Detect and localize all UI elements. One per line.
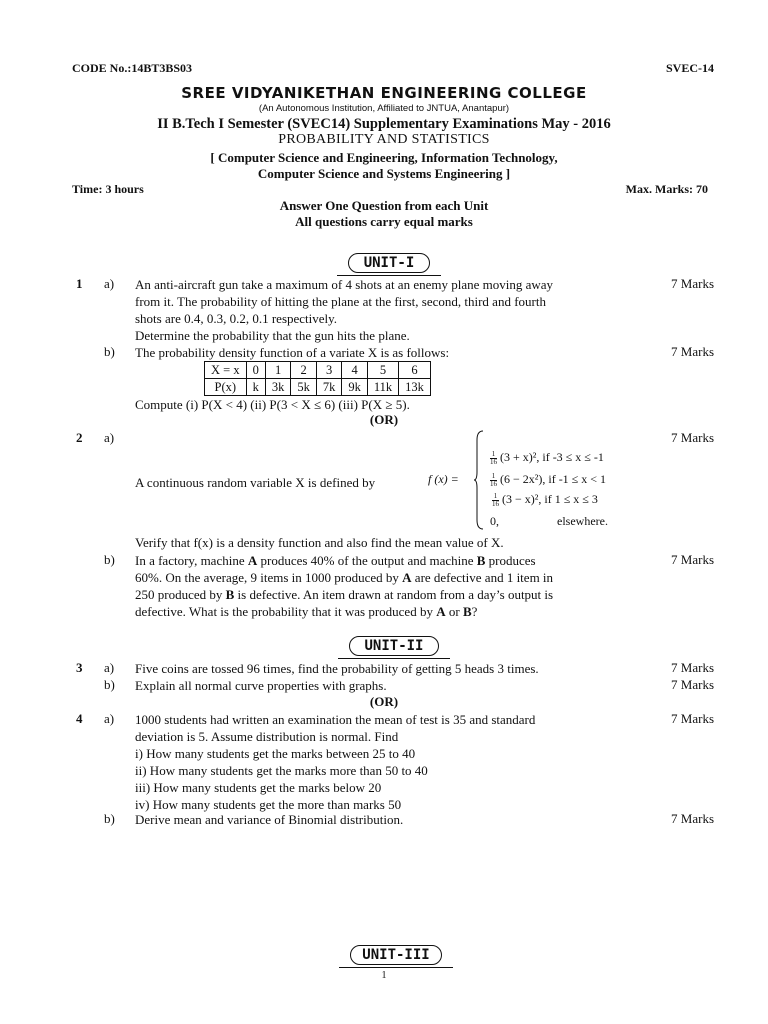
table-cell: X = x — [205, 362, 247, 379]
question-1a-marks: 7 Marks — [671, 276, 714, 291]
question-4a-part: a) — [104, 711, 115, 726]
or-separator-2: (OR) — [369, 694, 399, 709]
question-4b-part: b) — [104, 811, 115, 826]
table-row — [205, 379, 431, 396]
question-3a-text: Five coins are tossed 96 times, find the probability of getting 5 heads 3 times. — [135, 661, 539, 676]
question-number-3: 3 — [76, 660, 83, 675]
exam-time: Time: 3 hours — [72, 182, 144, 196]
table-cell: 3k — [265, 379, 291, 396]
question-number-4: 4 — [76, 711, 83, 726]
or-separator-1: (OR) — [369, 412, 399, 427]
table-cell: k — [246, 379, 265, 396]
table-cell: 9k — [342, 379, 368, 396]
left-brace-icon — [474, 430, 484, 530]
question-2b-part: b) — [104, 552, 115, 567]
table-cell: 1 — [265, 362, 291, 379]
table-row — [205, 362, 431, 379]
unit-3-heading: UNIT-III — [350, 945, 442, 965]
function-label: f (x) = — [428, 472, 459, 486]
question-4b-marks: 7 Marks — [671, 811, 714, 826]
regulation-code: SVEC-14 — [665, 61, 714, 75]
instruction-2: All questions carry equal marks — [295, 214, 473, 229]
question-1a-text: An anti-aircraft gun take a maximum of 4 shots at an enemy plane moving away from it. The probability of hitting the plane at the first, second, third and fourth shots are 0.4, 0.3, 0.2, 0.1 respectively. Determine the probability that the gun hits the plane. — [135, 277, 554, 343]
unit-2-heading: UNIT-II — [349, 636, 439, 656]
branches-line-2: Computer Science and Systems Engineering ] — [257, 166, 511, 181]
question-2a-part: a) — [104, 430, 115, 445]
college-name: SREE VIDYANIKETHAN ENGINEERING COLLEGE — [181, 84, 587, 102]
question-3b-marks: 7 Marks — [671, 677, 714, 692]
question-number-2: 2 — [76, 430, 83, 445]
piecewise-definition — [474, 430, 664, 530]
question-4b-text: Derive mean and variance of Binomial distribution. — [135, 812, 404, 827]
subject-title: PROBABILITY AND STATISTICS — [278, 132, 490, 147]
question-number-1: 1 — [76, 276, 83, 291]
table-cell: 0 — [246, 362, 265, 379]
table-cell: P(x) — [205, 379, 247, 396]
table-cell: 6 — [399, 362, 431, 379]
question-3b-text: Explain all normal curve properties with graphs. — [135, 678, 387, 693]
table-cell: 5k — [291, 379, 317, 396]
instruction-1: Answer One Question from each Unit — [279, 198, 489, 213]
question-1b-marks: 7 Marks — [671, 344, 714, 359]
question-1b-text: The probability density function of a variate X is as follows: — [135, 345, 450, 360]
page-number: 1 — [381, 970, 387, 981]
question-2a-text: A continuous random variable X is defined by — [135, 475, 376, 490]
question-1b-compute: Compute (i) P(X < 4) (ii) P(3 < X ≤ 6) (iii) P(X ≥ 5). — [135, 397, 410, 412]
table-cell: 13k — [399, 379, 431, 396]
table-cell: 4 — [342, 362, 368, 379]
max-marks: Max. Marks: 70 — [625, 182, 708, 196]
table-cell: 3 — [316, 362, 342, 379]
table-cell: 5 — [367, 362, 398, 379]
question-3b-part: b) — [104, 677, 115, 692]
college-affiliation: (An Autonomous Institution, Affiliated to JNTUA, Anantapur) — [258, 103, 510, 114]
exam-title: II B.Tech I Semester (SVEC14) Supplementary Examinations May - 2016 — [157, 116, 611, 132]
branches-line-1: [ Computer Science and Engineering, Information Technology, — [210, 150, 558, 165]
case-2: $\frac{1}{16} (6 - 2x^2)$, if -1 ≤ x < 1 — [490, 471, 607, 488]
case-1: $\frac{1}{16} (3 + x)^2$, if -3 ≤ x ≤ -1 — [490, 449, 604, 466]
question-1b-part: b) — [104, 344, 115, 359]
question-2b-marks: 7 Marks — [671, 552, 714, 567]
question-2b-text: In a factory, machine A produces 40% of the output and machine B produces 60%. On the average, 9 items in 1000 produced by A are defective and 1 item in 250 produced by B is defective. An item drawn at random from a day’s output is defective. What is the probability that it was produced by A or B? — [135, 553, 554, 619]
table-cell: 11k — [367, 379, 398, 396]
case-4: 0, elsewhere. — [490, 514, 608, 528]
question-4a-text: 1000 students had written an examination the mean of test is 35 and standard deviation is 5. Assume distribution is normal. Find i) How many students get the marks between 25 to 40 ii) How many students get the marks more than 50 to 40 iii) How many students get the marks below 20 iv) How many students get the more than marks 50 — [135, 712, 536, 812]
question-3a-marks: 7 Marks — [671, 660, 714, 675]
unit-1-heading: UNIT-I — [348, 253, 430, 273]
question-1a-part: a) — [104, 276, 115, 291]
question-3a-part: a) — [104, 660, 115, 675]
table-cell: 7k — [316, 379, 342, 396]
question-4a-marks: 7 Marks — [671, 711, 714, 726]
case-3: $\frac{1}{16} (3 - x)^2$, if 1 ≤ x ≤ 3 — [492, 491, 598, 508]
question-2a-marks: 7 Marks — [671, 430, 714, 445]
exam-code: CODE No.:14BT3BS03 — [72, 61, 193, 75]
table-cell: 2 — [291, 362, 317, 379]
probability-table — [204, 361, 431, 396]
question-2a-verify: Verify that f(x) is a density function and also find the mean value of X. — [135, 535, 504, 550]
